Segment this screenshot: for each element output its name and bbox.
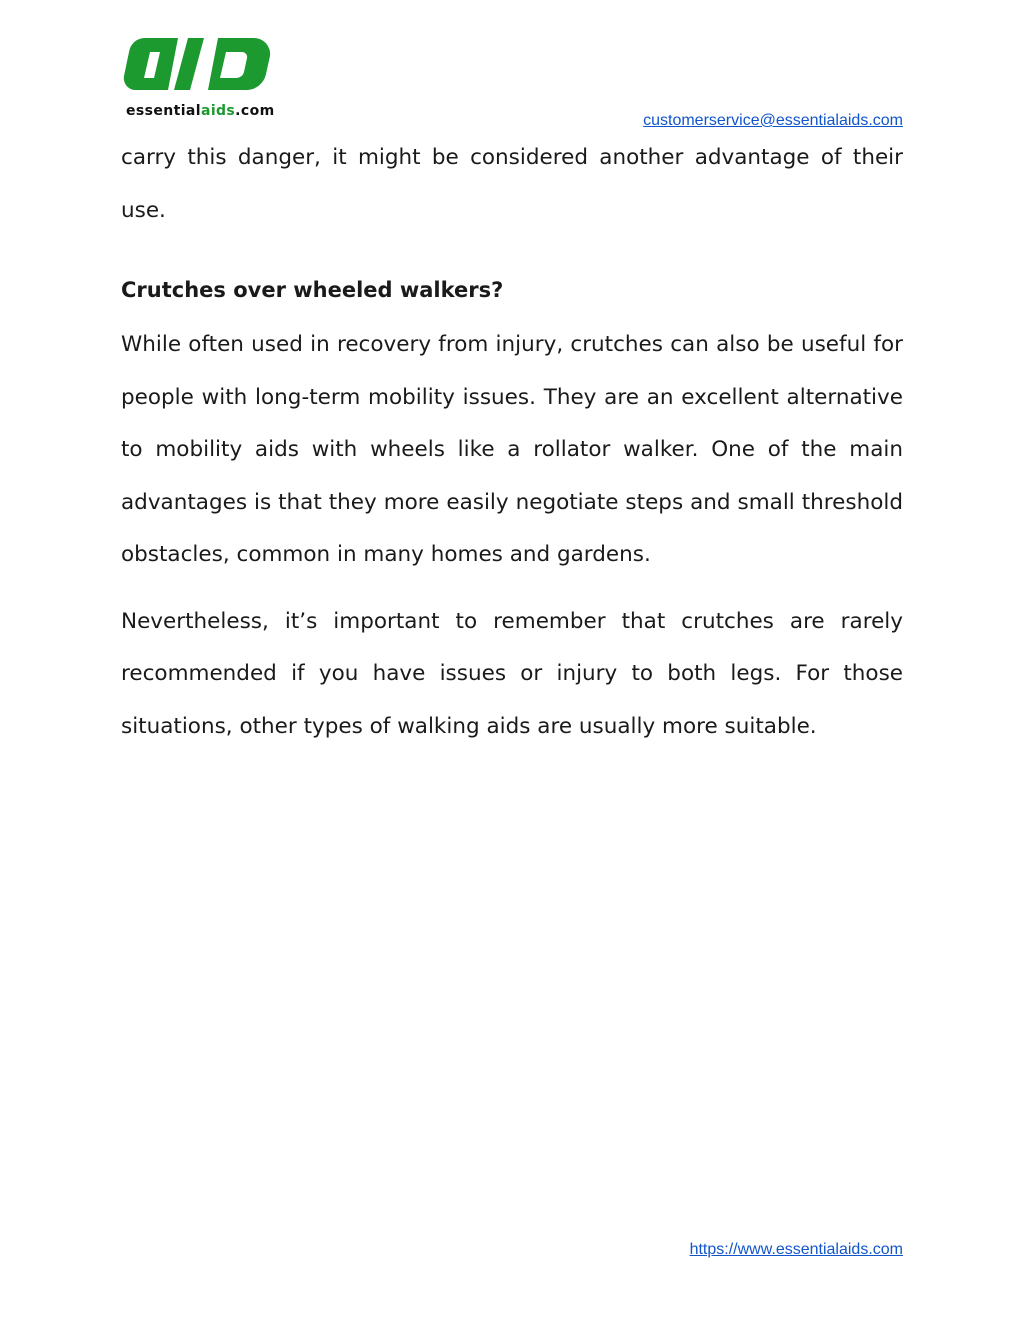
intro-paragraph: carry this danger, it might be considered another advantage of their use. — [121, 145, 903, 223]
paragraph-crutches-caveat: Nevertheless, it’s important to remember that crutches are rarely recommended if you have issues or injury to both legs. For those situations, other types of walking aids are usually more suitable. — [121, 608, 903, 739]
logo-wordmark: essentialaids.com — [126, 103, 275, 119]
paragraph-crutches-benefits: While often used in recovery from injury, crutches can also be useful for people with long-term mobility issues. They are an excellent alternative to mobility aids with wheels like a rollator walker. One of the main advantages is that they more easily negotiate steps and small threshold obstacles, common in many homes and gardens. — [121, 332, 903, 567]
website-url-link[interactable]: https://www.essentialaids.com — [689, 1241, 903, 1258]
section-heading: Crutches over wheeled walkers? — [121, 278, 504, 302]
essentialaids-logo-mark-icon — [122, 30, 282, 96]
essentialaids-logo[interactable] — [122, 30, 302, 122]
document-body — [121, 132, 903, 753]
customer-service-email-link[interactable]: customerservice@essentialaids.com — [643, 112, 903, 129]
